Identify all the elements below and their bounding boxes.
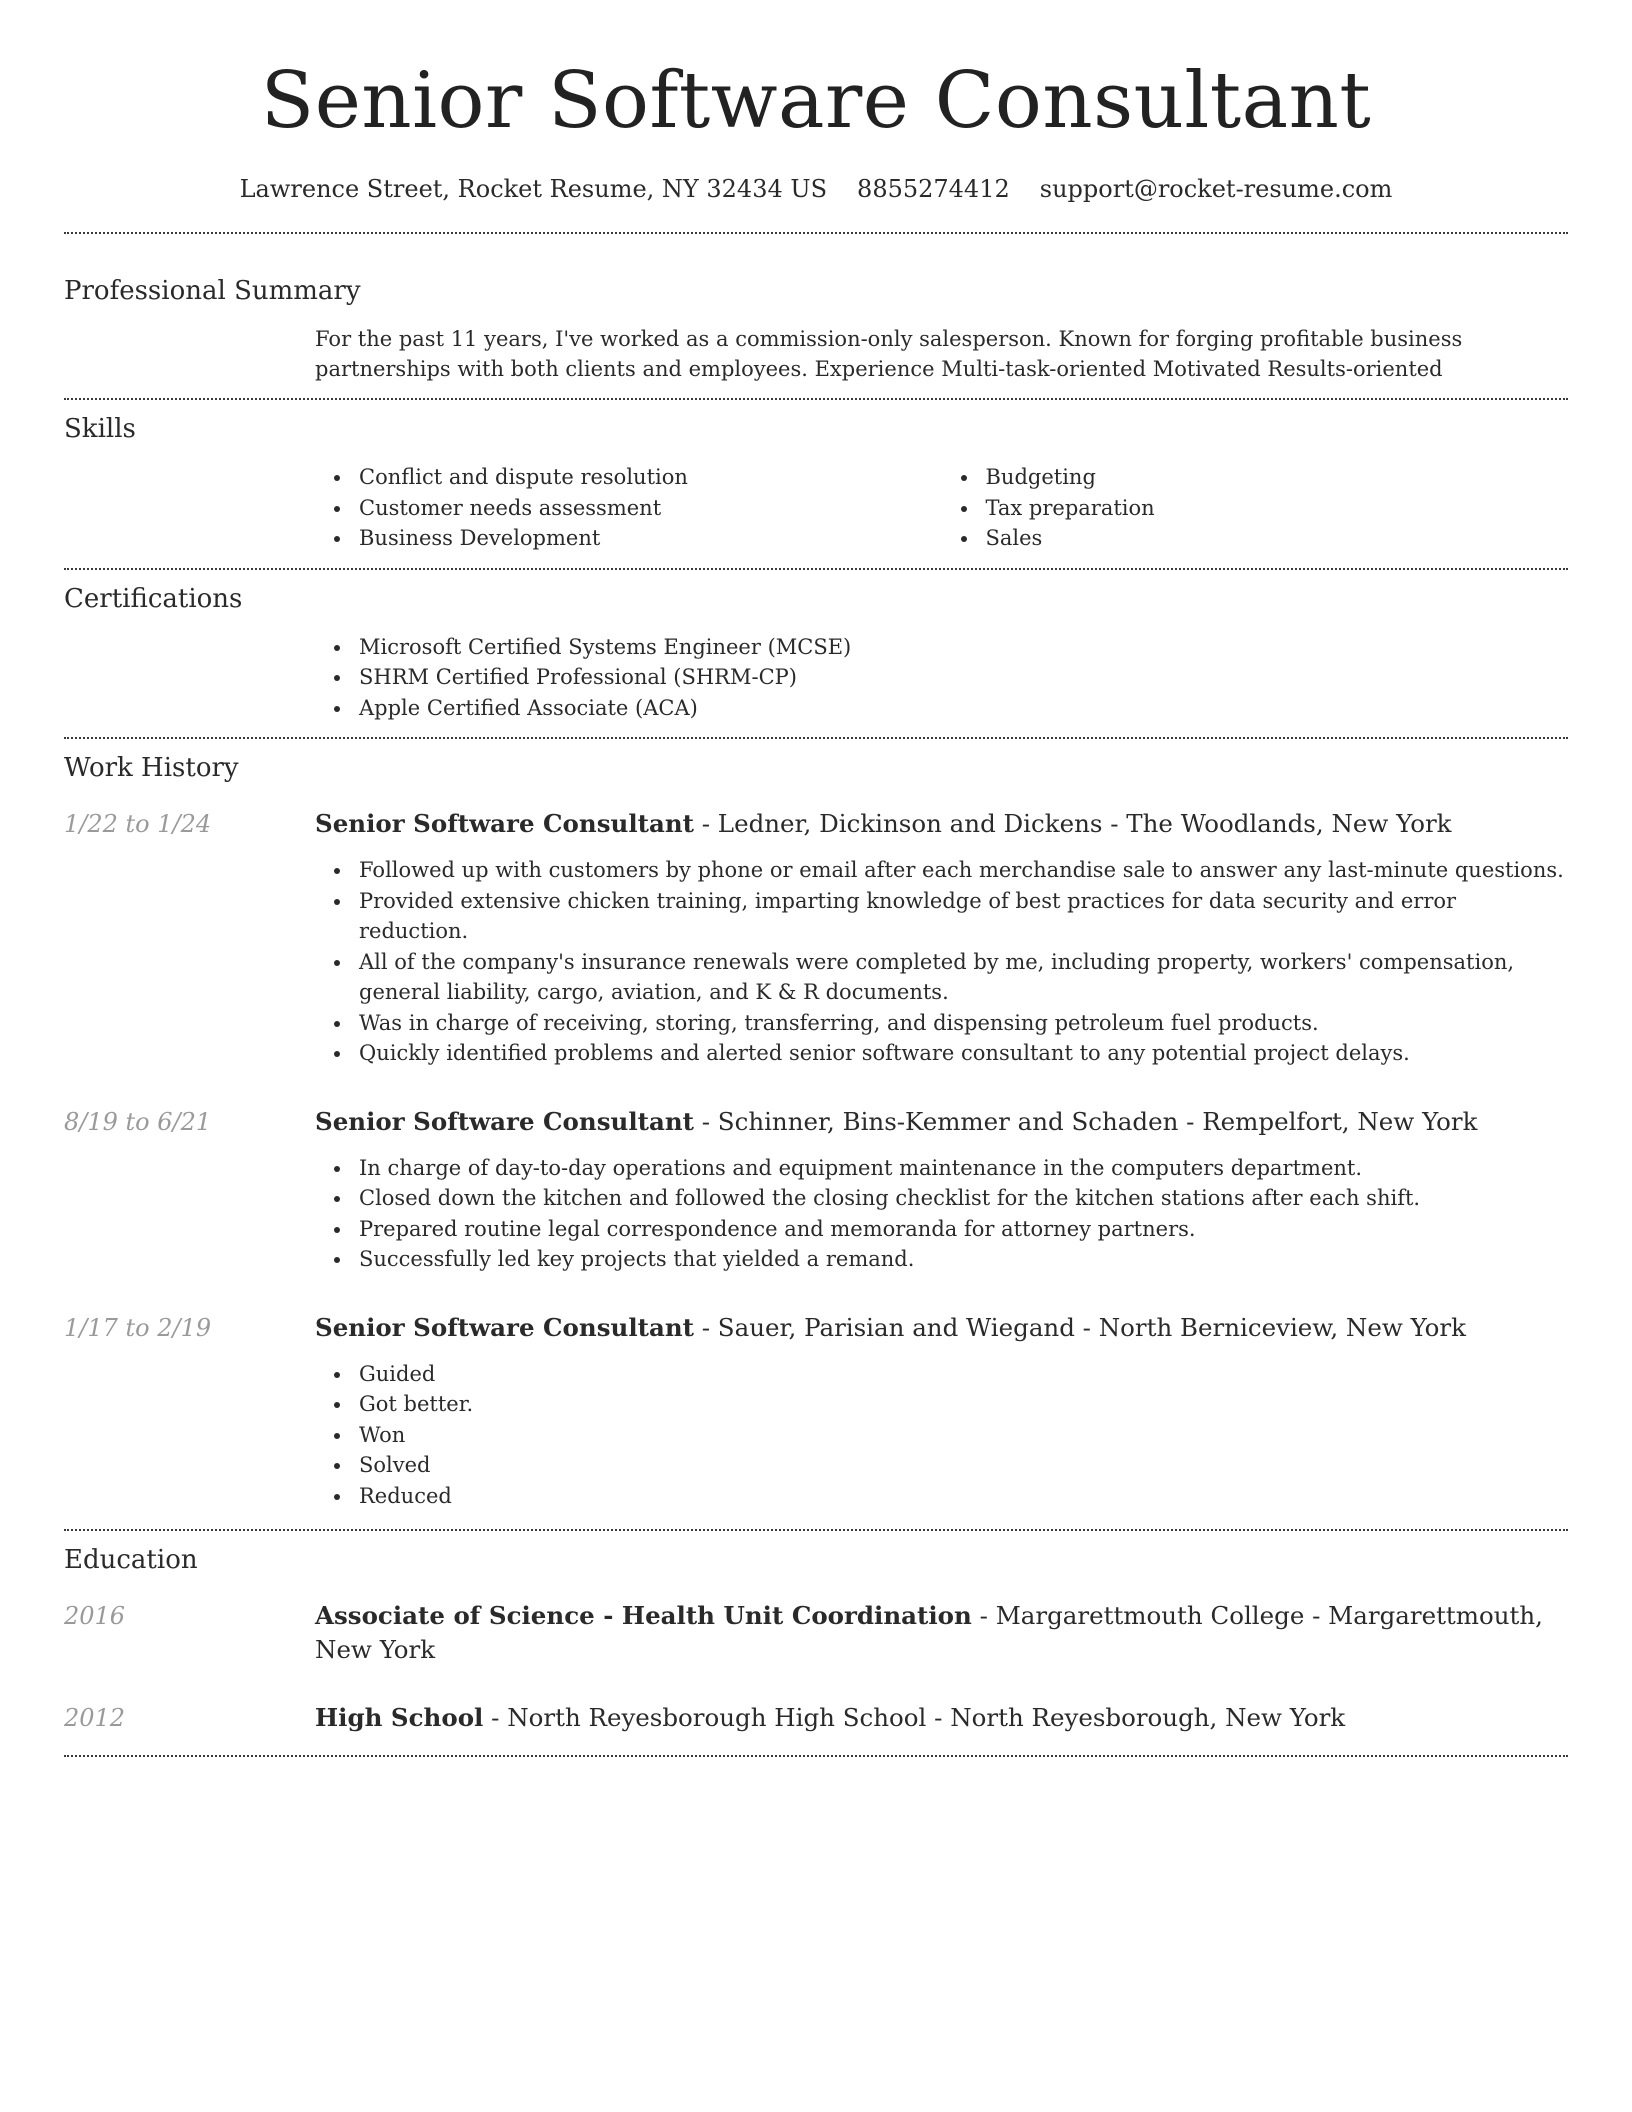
work-bullets [315,1153,1568,1275]
address: Lawrence Street, Rocket Resume, NY 32434 US [239,175,828,203]
education-heading [315,1701,1568,1735]
work-bullet: All of the company's insurance renewals were completed by me, including property, workers' compensation, general liability, cargo, aviation, and K & R documents. [359,947,1568,1008]
certifications-list [315,616,1568,738]
section-title: Skills [64,414,136,444]
skills-section [64,400,1568,568]
work-entry [64,1105,1568,1275]
work-bullet: Got better. [359,1389,1568,1420]
work-dates: 1/17 to 2/19 [64,1313,212,1342]
work-heading [315,1311,1568,1345]
degree: High School [315,1703,484,1732]
job-title: Senior Software Consultant [315,1312,694,1342]
work-heading [315,1105,1568,1139]
employer-details: - Sauer, Parisian and Wiegand - North Berniceview, New York [693,1312,1466,1342]
work-history-section [64,739,1568,1529]
degree: Associate of Science - Health Unit Coordination [315,1601,972,1630]
phone: 8855274412 [857,175,1010,203]
skills-column-left [315,462,942,554]
education-year: 2016 [64,1602,126,1630]
work-bullet: Quickly identified problems and alerted senior software consultant to any potential project delays. [359,1038,1568,1069]
work-bullet: Won [359,1420,1568,1451]
skill-item: Tax preparation [986,493,1569,524]
skill-item: Business Development [359,523,942,554]
contact-line [64,172,1568,206]
education-entry [64,1701,1568,1735]
work-bullet: In charge of day-to-day operations and equipment maintenance in the computers department. [359,1153,1568,1184]
email: support@rocket-resume.com [1039,175,1393,203]
school-details: - North Reyesborough High School - North Reyesborough, New York [483,1703,1346,1732]
work-bullet: Successfully led key projects that yielded a remand. [359,1244,1568,1275]
certification-item: Microsoft Certified Systems Engineer (MCSE) [359,632,1568,663]
candidate-name: Senior Software Consultant [260,56,1372,146]
work-bullet: Guided [359,1359,1568,1390]
work-bullet: Provided extensive chicken training, imparting knowledge of best practices for data security and error reduction. [359,886,1568,947]
work-bullet: Followed up with customers by phone or email after each merchandise sale to answer any last-minute questions. [359,855,1568,886]
work-entry [64,1311,1568,1512]
education-heading [315,1599,1568,1667]
work-bullet: Solved [359,1450,1568,1481]
skill-item: Sales [986,523,1569,554]
education-year: 2012 [64,1704,126,1732]
employer-details: - Schinner, Bins-Kemmer and Schaden - Rempelfort, New York [693,1106,1478,1136]
divider [64,1755,1568,1757]
skill-item: Conflict and dispute resolution [359,462,942,493]
resume-page [64,0,1568,1757]
job-title: Senior Software Consultant [315,1106,694,1136]
work-dates: 1/22 to 1/24 [64,810,212,838]
certification-item: Apple Certified Associate (ACA) [359,693,1568,724]
work-bullet: Reduced [359,1481,1568,1512]
skills-list [315,446,1568,568]
work-bullet: Was in charge of receiving, storing, transferring, and dispensing petroleum fuel products. [359,1008,1568,1039]
work-bullets [315,1359,1568,1512]
work-bullet: Prepared routine legal correspondence and memoranda for attorney partners. [359,1214,1568,1245]
school-details: - Margarettmouth College - Margarettmouth, New York [315,1601,1543,1664]
summary-section [64,234,1568,398]
work-entry [64,807,1568,1069]
work-dates: 8/19 to 6/21 [64,1107,212,1136]
skills-column-right [942,462,1569,554]
certification-item: SHRM Certified Professional (SHRM-CP) [359,662,1568,693]
summary-text: For the past 11 years, I've worked as a commission-only salesperson. Known for forging profitable business partnerships with both clients and employees. Experience Multi-task-oriented Motivated Results-oriented [315,327,1463,381]
education-entry [64,1599,1568,1667]
certifications-section [64,570,1568,738]
work-bullet: Closed down the kitchen and followed the closing checklist for the kitchen stations after each shift. [359,1183,1568,1214]
skill-item: Customer needs assessment [359,493,942,524]
section-title: Work History [64,753,239,783]
skill-item: Budgeting [986,462,1569,493]
employer-details: - Ledner, Dickinson and Dickens - The Woodlands, New York [693,809,1452,838]
work-heading [315,807,1568,841]
section-title: Professional Summary [64,276,361,306]
section-title: Education [64,1545,198,1575]
job-title: Senior Software Consultant [315,809,694,838]
work-bullets [315,855,1568,1069]
education-section [64,1531,1568,1755]
section-title: Certifications [64,583,243,614]
